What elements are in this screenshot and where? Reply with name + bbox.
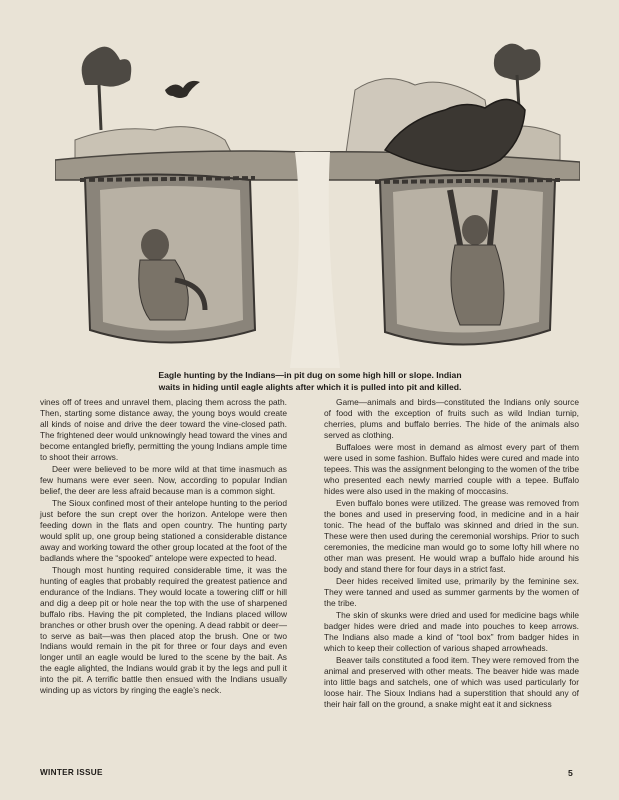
paragraph: Deer were believed to be more wild at that time inasmuch as few humans were ever seen. Now, according to popular Indian belief, the deer are less afraid because man is a common sight. [40, 463, 287, 496]
paragraph: Deer hides received limited use, primarily by the feminine sex. They were tanned and used as summer garments by the women of the tribe. [324, 576, 579, 608]
paragraph: The Sioux confined most of their antelope hunting to the period just before the sun crept over the horizon. Antelope were then feeding down in the flats and open country. The hunting party would split up, one group being stationed a considerable distance away and working toward the other group located at the foot of the badlands where the “spooked” antelope were expected to head. [40, 498, 287, 563]
caption-line-2: waits in hiding until eagle alights after which it is pulled into pit and killed. [158, 381, 462, 392]
paragraph: The skin of skunks were dried and used for medicine bags while badger hides were dried and made into pouches to keep arrows. The Indians also made a kind of “tool box” from badger hides in which to keep their collection of various shaped arrowheads. [324, 610, 579, 653]
issue-label: WINTER ISSUE [40, 768, 103, 777]
eagle-hunting-illustration [55, 30, 580, 368]
paragraph: vines off of trees and unravel them, placing them across the path. Then, starting some distance away, the young boys would create all kinds of noise and drive the deer toward the vine-closed path. The frightened deer would unknowingly head toward the vines and become entangled briefly, permitting the young Indians ample time to shoot their arrows. [40, 397, 287, 462]
paragraph: Buffaloes were most in demand as almost every part of them were used in some fashion. Buffalo hides were cured and made into tepees. This was the assignment belonging to the women of the tribe who presented each newly married couple with a tepee. Buffalo hides were also used in the making of moccasins. [324, 442, 579, 496]
caption-line-1: Eagle hunting by the Indians—in pit dug on some high hill or slope. Indian [158, 370, 462, 380]
paragraph: Beaver tails constituted a food item. They were removed from the animal and preserved with other meats. The beaver hide was made into little bags and satchels, one of which was used particularly for loose hair. The Sioux Indians had a superstition that should any of their hair fall on the ground, a snake might eat it and sickness [324, 655, 579, 709]
right-column [324, 397, 579, 711]
flying-eagle [165, 81, 200, 98]
paragraph: Though most hunting required considerable time, it was the hunting of eagles that probably required the greatest patience and endurance of the Indians. They would locate a towering cliff or hill and dig a deep pit or hole near the top with the use of sharpened buffalo ribs. Having the pit completed, the Indians placed willow branches or other brush over the opening. A dead rabbit or deer—to serve as bait—was then placed atop the brush. One or two Indians would remain in the pit for three or four days and even longer until an eagle would be lured to the scene by the bait. As the eagle alighted, the Indians would grab it by the legs and pull it into the pit. A terrific battle then ensued with the Indians usually winding up as victors by ringing the eagle’s neck. [40, 565, 287, 696]
illustration-caption [60, 370, 560, 393]
paragraph: Game—animals and birds—constituted the Indians only source of food with the exception of fruits such as wild Indian turnip, cherries, plums and buffalo berries. The hide of the animals also served as clothing. [324, 397, 579, 440]
left-column [40, 397, 287, 697]
tree-left [82, 47, 132, 130]
page-number: 5 [568, 768, 573, 778]
paragraph: Even buffalo bones were utilized. The grease was removed from the bones and used in preserving food, in medicine and in a hair tonic. The head of the buffalo was skinned and dried in the sun. These were then used during the ceremonial worships. Prior to such ceremonies, the medicine man would go to some lofty hill where no other man was present. He would wrap a buffalo hide around his body and stand there for four days in a strict fast. [324, 498, 579, 574]
